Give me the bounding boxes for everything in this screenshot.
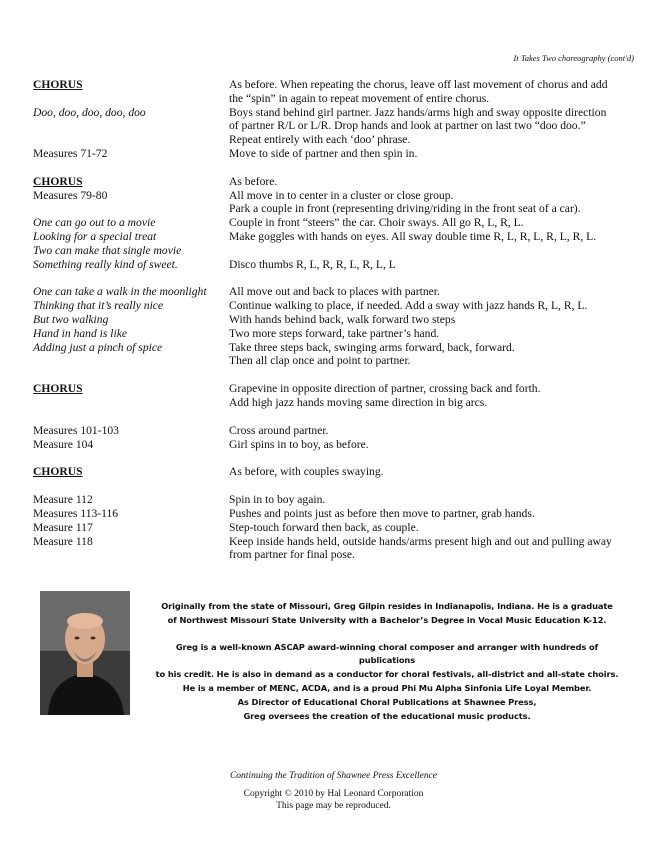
movement-instruction: of partner R/L or L/R. Drop hands and look at partner on last two “doo doo.” xyxy=(229,119,586,133)
movement-instruction xyxy=(229,244,633,258)
measure-cue: Measure 112 xyxy=(33,493,93,507)
movement-instruction: Take three steps back, swinging arms forward, back, forward. xyxy=(229,340,515,354)
choreography-row xyxy=(33,92,633,106)
movement-instruction: Girl spins in to boy, as before. xyxy=(229,437,369,451)
movement-instruction: Boys stand behind girl partner. Jazz hands/arms high and sway opposite direction xyxy=(229,105,607,119)
movement-instruction: All move out and back to places with partner. xyxy=(229,285,440,299)
row-spacer xyxy=(33,161,633,175)
footer-tagline: Continuing the Tradition of Shawnee Press Excellence xyxy=(229,771,438,781)
measure-cue xyxy=(33,119,229,133)
choreography-row xyxy=(33,106,633,120)
choreography-row xyxy=(33,465,633,479)
choreography-row xyxy=(33,147,633,161)
movement-instruction: With hands behind back, walk forward two steps xyxy=(229,312,456,326)
movement-instruction: Grapevine in opposite direction of partner, crossing back and forth. xyxy=(229,382,541,396)
choreography-row xyxy=(33,133,633,147)
choreography-row xyxy=(33,202,633,216)
choreography-row xyxy=(33,438,633,452)
measure-cue xyxy=(33,92,229,106)
movement-instruction: from partner for final pose. xyxy=(229,548,355,562)
choreography-row xyxy=(33,507,633,521)
row-spacer xyxy=(33,451,633,465)
choreography-row xyxy=(33,216,633,230)
choreography-row xyxy=(33,119,633,133)
movement-instruction: As before, with couples swaying. xyxy=(229,465,384,479)
choreography-row xyxy=(33,78,633,92)
reproduction-notice: This page may be reproduced. xyxy=(276,801,391,811)
choreography-row xyxy=(33,189,633,203)
choreography-row xyxy=(33,313,633,327)
bio-line: to his credit. He is also in demand as a conductor for choral festivals, all-district and all-state choirs. xyxy=(155,669,619,680)
movement-instruction: Then all clap once and point to partner. xyxy=(229,354,411,368)
bio-line: He is a member of MENC, ACDA, and is a proud Phi Mu Alpha Sinfonia Life Loyal Member. xyxy=(182,682,592,693)
movement-instruction: All move in to center in a cluster or close group. xyxy=(229,188,454,202)
measure-cue xyxy=(33,354,229,368)
movement-instruction: As before. xyxy=(229,174,278,188)
lyric-cue: But two walking xyxy=(33,312,109,326)
choreography-row xyxy=(33,258,633,272)
lyric-cue: Something really kind of sweet. xyxy=(33,257,178,271)
choreography-row xyxy=(33,396,633,410)
movement-instruction: the “spin” in again to repeat movement of entire chorus. xyxy=(229,91,490,105)
portrait-image xyxy=(40,591,130,715)
bio-paragraph-education xyxy=(152,600,622,628)
choreography-row xyxy=(33,354,633,368)
section-heading-chorus: CHORUS xyxy=(33,78,83,91)
bio-line: Greg oversees the creation of the educational music products. xyxy=(243,710,531,721)
lyric-cue: Hand in hand is like xyxy=(33,326,128,340)
bio-line: Greg is a well-known ASCAP award-winning choral composer and arranger with hundreds of publications xyxy=(175,641,599,666)
choreography-row xyxy=(33,230,633,244)
section-heading-chorus: CHORUS xyxy=(33,382,83,396)
measure-cue: Measures 101-103 xyxy=(33,423,119,437)
author-bio xyxy=(152,600,622,736)
lyric-cue: Looking for a special treat xyxy=(33,229,157,243)
movement-instruction: Park a couple in front (representing driving/riding in the front seat of a car). xyxy=(229,202,581,216)
measure-cue: Measure 117 xyxy=(33,520,93,534)
movement-instruction: Spin in to boy again. xyxy=(229,493,326,507)
measure-cue: Measures 79-80 xyxy=(33,188,108,202)
row-spacer xyxy=(33,410,633,424)
choreography-row xyxy=(33,299,633,313)
movement-instruction: Make goggles with hands on eyes. All sway double time R, L, R, L, R, L, R, L. xyxy=(229,229,597,243)
choreography-row xyxy=(33,535,633,549)
movement-instruction: Repeat entirely with each ‘doo’ phrase. xyxy=(229,133,411,147)
measure-cue: Measure 104 xyxy=(33,437,94,451)
choreography-table xyxy=(33,78,633,562)
lyric-cue: Adding just a pinch of spice xyxy=(33,340,163,354)
row-spacer xyxy=(33,271,633,285)
row-spacer xyxy=(33,368,633,382)
footer xyxy=(0,770,667,813)
running-header: It Takes Two choreography (cont'd) xyxy=(513,53,634,63)
measure-cue xyxy=(33,133,229,147)
measure-cue xyxy=(33,396,229,410)
row-spacer xyxy=(33,479,633,493)
measure-cue: Measures 71-72 xyxy=(33,146,108,160)
movement-instruction: As before. When repeating the chorus, leave off last movement of chorus and add xyxy=(229,78,608,91)
lyric-cue: Thinking that it’s really nice xyxy=(33,299,164,313)
measure-cue xyxy=(33,548,229,562)
lyric-cue: One can go out to a movie xyxy=(33,216,156,230)
movement-instruction: Add high jazz hands moving same direction in big arcs. xyxy=(229,395,488,409)
movement-instruction: Pushes and points just as before then move to partner, grab hands. xyxy=(229,506,535,520)
bio-line: As Director of Educational Choral Publications at Shawnee Press, xyxy=(237,696,537,707)
bio-line: Originally from the state of Missouri, Greg Gilpin resides in Indianapolis, Indiana. He is a graduate xyxy=(161,601,613,611)
measure-cue: Measures 113-116 xyxy=(33,506,119,520)
choreography-row xyxy=(33,548,633,562)
movement-instruction: Couple in front “steers” the car. Choir sways. All go R, L, R, L. xyxy=(229,216,524,230)
choreography-row xyxy=(33,244,633,258)
movement-instruction: Two more steps forward, take partner’s hand. xyxy=(229,326,440,340)
movement-instruction: Disco thumbs R, L, R, R, L, R, L, L xyxy=(229,257,396,271)
copyright-notice: Copyright © 2010 by Hal Leonard Corporation xyxy=(243,788,424,799)
measure-cue xyxy=(33,202,229,216)
choreography-row xyxy=(33,341,633,355)
choreography-row xyxy=(33,175,633,189)
choreography-row xyxy=(33,521,633,535)
bio-paragraph-career xyxy=(152,641,622,724)
choreography-row xyxy=(33,327,633,341)
section-heading-chorus: CHORUS xyxy=(33,174,83,188)
measure-cue: Measure 118 xyxy=(33,534,93,548)
lyric-cue: Doo, doo, doo, doo, doo xyxy=(33,105,146,119)
lyric-cue: Two can make that single movie xyxy=(33,243,182,257)
movement-instruction: Step-touch forward then back, as couple. xyxy=(229,520,419,534)
movement-instruction: Continue walking to place, if needed. Add a sway with jazz hands R, L, R, L. xyxy=(229,299,588,313)
choreography-row xyxy=(33,493,633,507)
movement-instruction: Cross around partner. xyxy=(229,423,329,437)
movement-instruction: Move to side of partner and then spin in. xyxy=(229,146,418,160)
author-photo xyxy=(40,591,130,715)
choreography-row xyxy=(33,424,633,438)
movement-instruction: Keep inside hands held, outside hands/arms present high and out and pulling away xyxy=(229,534,612,548)
section-heading-chorus: CHORUS xyxy=(33,465,83,479)
bio-line: of Northwest Missouri State University with a Bachelor’s Degree in Vocal Music Education K-12. xyxy=(167,614,607,625)
choreography-row xyxy=(33,285,633,299)
lyric-cue: One can take a walk in the moonlight xyxy=(33,285,207,299)
choreography-row xyxy=(33,382,633,396)
